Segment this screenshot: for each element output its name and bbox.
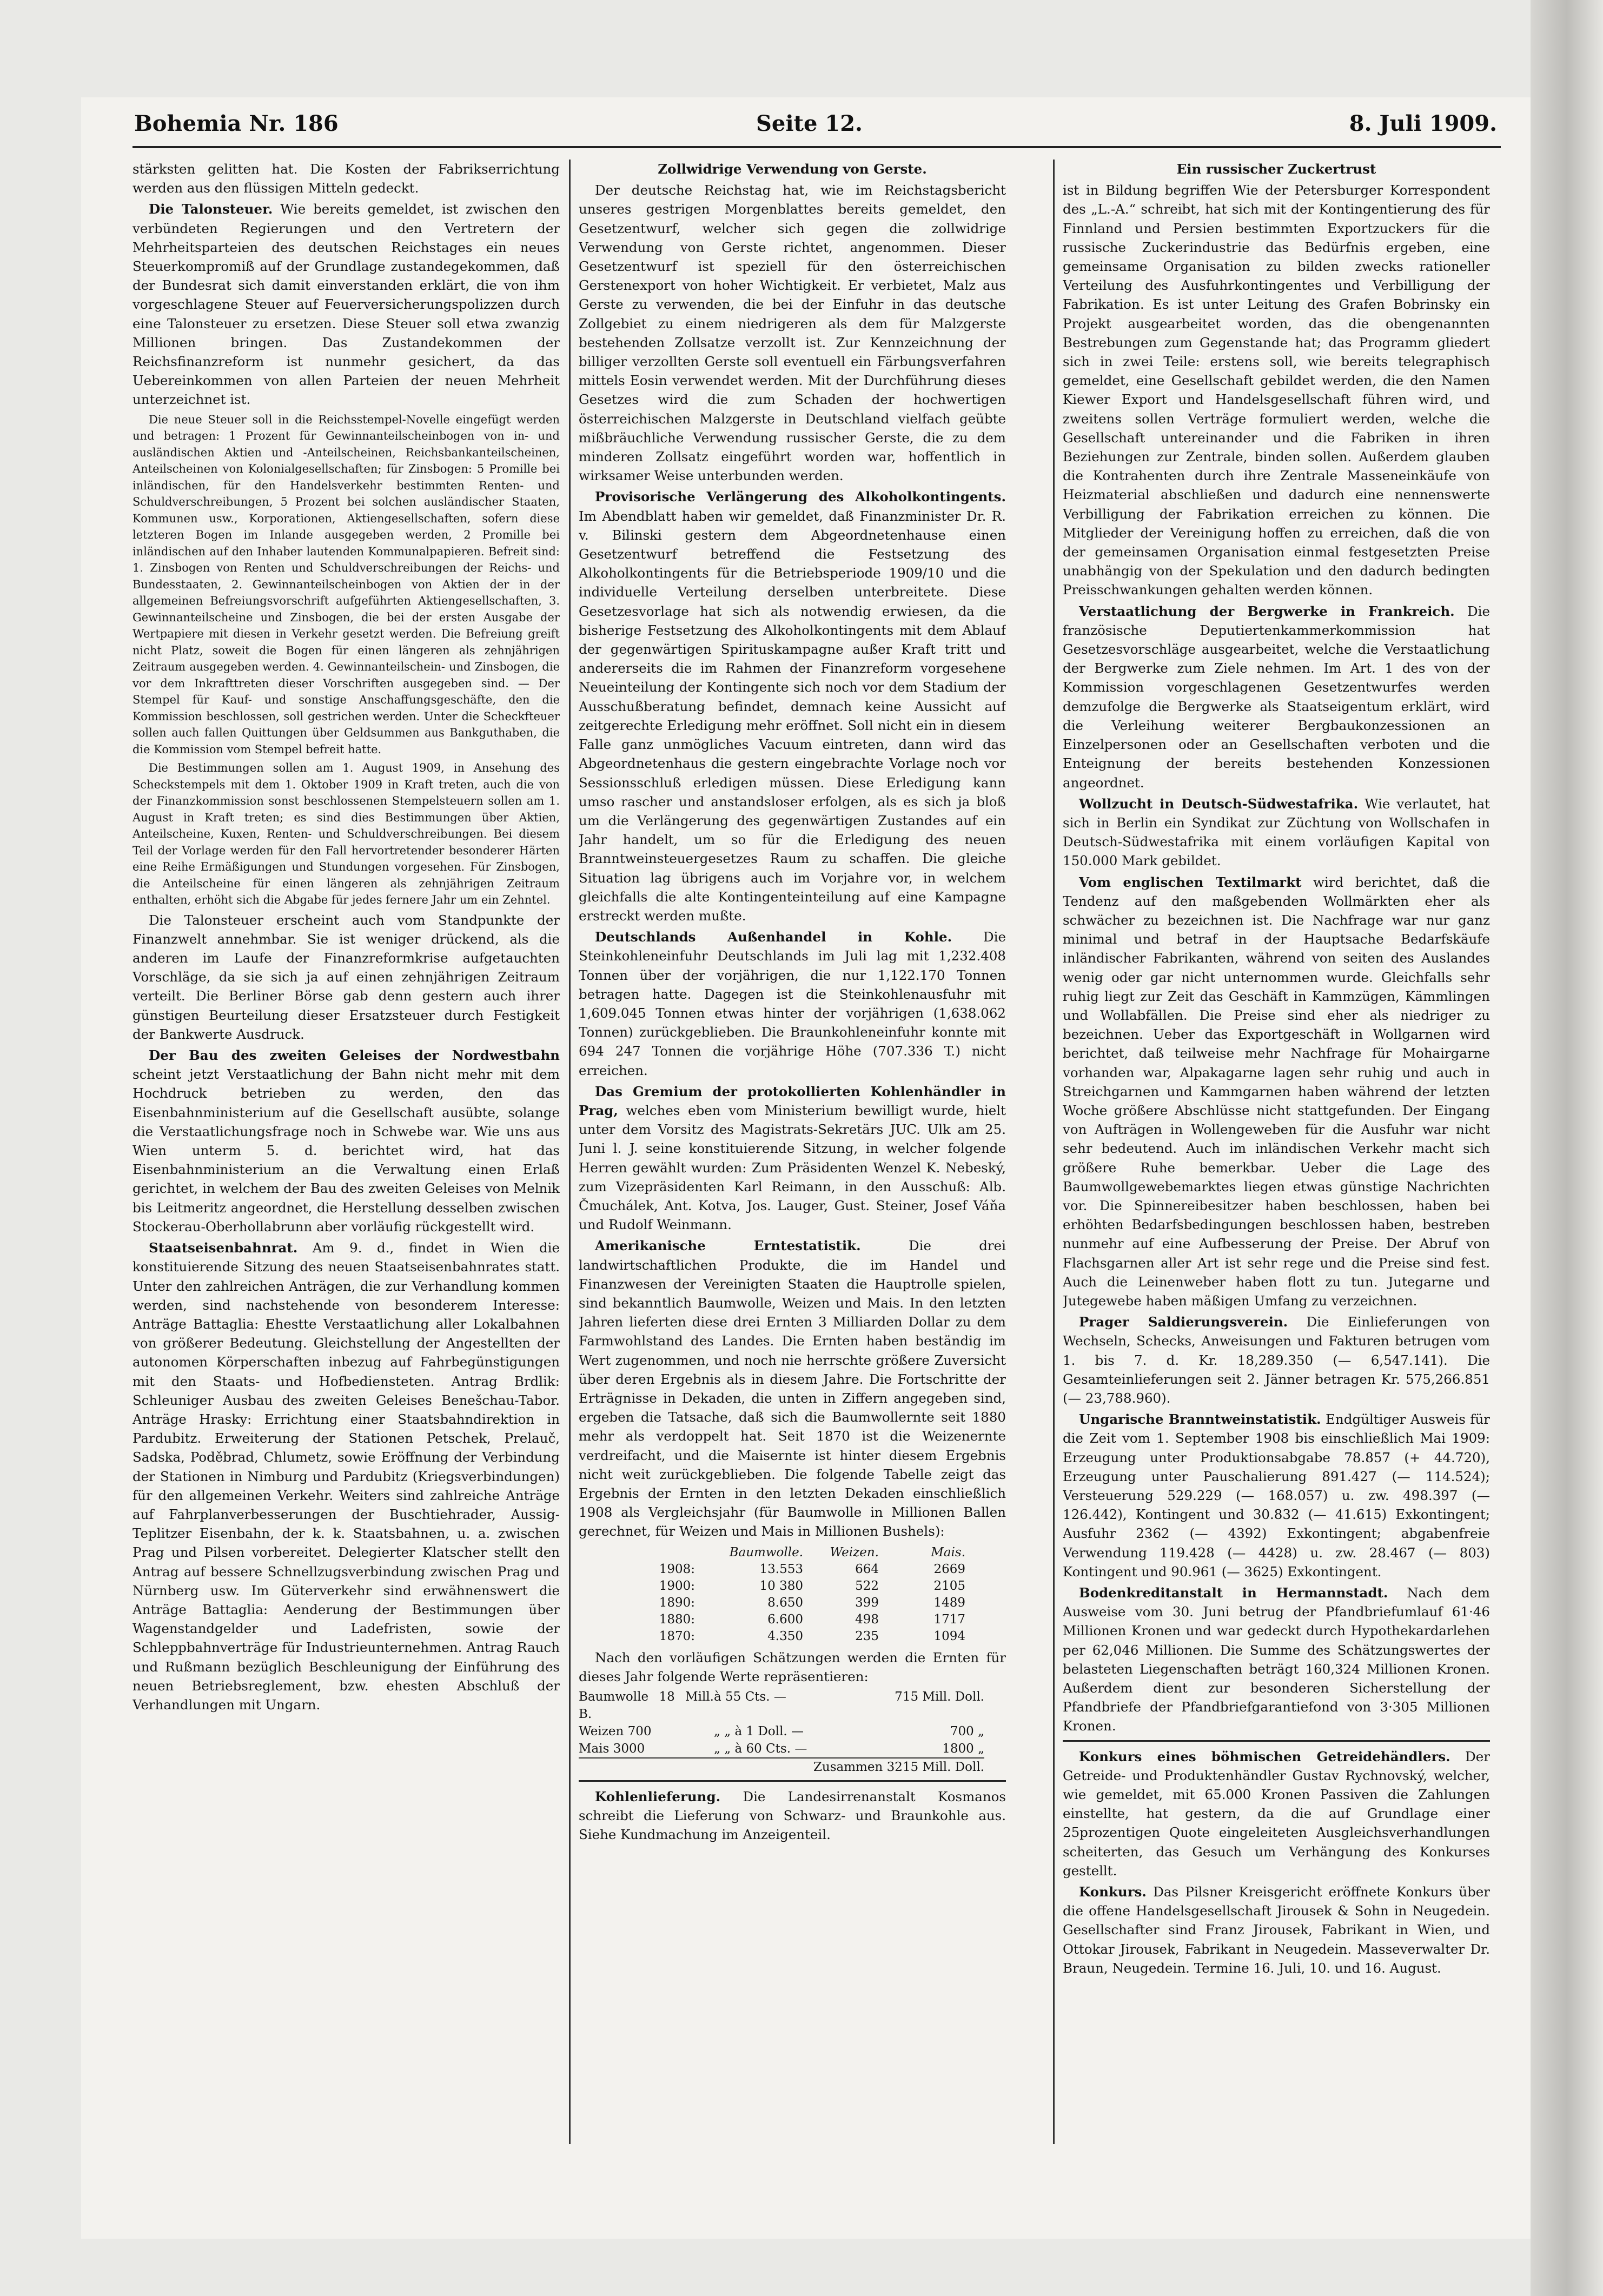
table-row — [608, 1561, 976, 1578]
article-body: Die Steinkohleneinfuhr Deutschlands im Juli lag mit 1,232.408 Tonnen über der vorjährigen, die nur 1,122.170 Tonnen betragen hatte. Dagegen ist die Steinkohlenausfuhr mit 1,609.045 Tonnen etwas hinter der vorjährigen (1,638.062 Tonnen) zurückgeblieben. Die Braunkohleneinfuhr konnte mit 694 247 Tonnen die vorjährige Höhe (707.336 T.) nicht erreichen. — [579, 929, 1006, 1078]
article-body: Wie verlautet, hat sich in Berlin ein Syndikat zur Züchtung von Wollschafen in Deutsch-Südwestafrika mit einem vorläufigen Kapital von 150.000 Mark gebildet. — [1063, 795, 1490, 869]
article-paragraph — [1063, 794, 1490, 871]
article-paragraph — [133, 200, 560, 409]
article-heading: Kohlenlieferung. — [595, 1789, 721, 1805]
harvest-table-header — [608, 1544, 976, 1561]
table-cell: 1094 — [933, 1629, 965, 1643]
table-header-cell: Mais. — [931, 1545, 965, 1560]
article-heading: Provisorische Verlängerung des Alkoholkontingents. — [595, 489, 1006, 505]
table-cell: 664 — [855, 1562, 879, 1576]
table-header-cell: Weizen. — [830, 1545, 879, 1560]
column-2 — [579, 160, 1006, 2160]
estimate-cell: „ „ à 60 Cts. — — [714, 1742, 807, 1756]
table-cell: 1900: — [659, 1578, 695, 1593]
article-paragraph — [579, 1787, 1006, 1844]
article-paragraph — [579, 487, 1006, 925]
section-rule — [579, 1780, 1006, 1782]
article-title: Ein russischer Zuckertrust — [1176, 161, 1376, 177]
article-paragraph: Der deutsche Reichstag hat, wie im Reichstagsbericht unseres gestrigen Morgenblattes bereits gemeldet, den Gesetzentwurf, welcher sich gegen die zollwidrige Verwendung von Gerste richtet, angenommen. Dieser Gesetzentwurf ist speziell für den österreichischen Gerstenexport von hoher Wichtigkeit. Er verbietet, Malz aus Gerste zu verwenden, die bei der Einfuhr in das deutsche Zollgebiet zu einem niedrigeren als dem für Malzgerste bestehenden Zollsatze verzollt ist. Zur Kennzeichnung der billiger verzollten Gerste soll eventuell ein Färbungsverfahren mittels Eosin verwendet werden. Mit der Durchführung dieses Gesetzes wird die zum Schaden der hochwertigen österreichischen Malzgerste in Deutschland vielfach geübte mißbräuchliche Verwendung russischer Gerste, die zu dem minderen Zollsatz eingeführt worden war, hoffentlich in wirksamer Weise unterbunden werden. — [579, 182, 1006, 484]
estimate-cell: Mais 3000 — [579, 1742, 645, 1756]
article-detail: Die Bestimmungen sollen am 1. August 1909, in Ansehung des Scheckstempels mit dem 1. Oktober 1909 in Kraft treten, auch die von der Finanzkommission sonst beschlossenen Stempelsteuern sollen am 1. August in Kraft treten; es sind dies Bestimmungen über Aktien, Anteilscheine, Kuxen, Renten- und Schuldverschreibungen. Bei diesem Teil der Vorlage werden für den Fall hervortretender besonderer Härten eine Reihe Ermäßigungen und Stundungen vorgesehen. Für Zinsbogen, die Anteilscheine für einen längeren als zehnjährigen Zeitraum enthalten, erhöht sich die Abgabe für jedes fernere Jahr um ein Zehntel. — [133, 761, 560, 907]
article-body: Das Pilsner Kreisgericht eröffnete Konkurs über die offene Handelsgesellschaft Jirousek & Sohn in Neugedein. Gesellschafter sind Franz Jirousek, Fabrikant in Wien, und Ottokar Jirousek, Fabrikant in Neugedein. Masseverwalter Dr. Braun, Neugedein. Termine 16. Juli, 10. und 16. August. — [1063, 1884, 1490, 1976]
table-cell: 399 — [855, 1595, 879, 1610]
page-binding-edge — [1531, 0, 1603, 2296]
column-2-notices — [579, 1787, 1006, 1844]
article-heading: Bodenkreditanstalt in Hermannstadt. — [1079, 1585, 1388, 1601]
article-body: Der Getreide- und Produktenhändler Gustav Rychnovský, welcher, wie gemeldet, mit 65.000 Kronen Passiven die Zahlungen einstellte, hat gestern, da die auf Grundlage einer 25prozentigen Quote eingeleiteten Ausgleichsverhandlungen scheiterten, das Gesuch um Verhängung des Konkurses gestellt. — [1063, 1748, 1490, 1879]
table-cell: 2105 — [933, 1578, 965, 1593]
table-cell: 2669 — [933, 1562, 965, 1576]
column-divider — [1053, 160, 1055, 2144]
article-paragraph — [579, 1236, 1006, 1541]
table-row — [608, 1595, 976, 1611]
table-row — [608, 1611, 976, 1628]
issue-date: 8. Juli 1909. — [1349, 111, 1497, 136]
table-cell: 13.553 — [759, 1562, 803, 1576]
article-body: Wie bereits gemeldet, ist zwischen den verbündeten Regierungen und den Vertretern der Mehrheitsparteien des deutschen Reichstages ein neues Steuerkompromiß auf der Grundlage zustandegekommen, daß der Bundesrat sich damit einverstanden erklärt, die von ihm vorgeschlagene Steuer auf Feuerversicherungspolizzen durch eine Talonsteuer zu ersetzen. Diese Steuer soll etwa zwanzig Millionen bringen. Das Zustandekommen der Reichsfinanzreform ist nunmehr gesichert, da das Uebereinkommen von allen Parteien der neuen Mehrheit unterzeichnet ist. — [133, 201, 560, 408]
table-cell: 4.350 — [767, 1629, 803, 1643]
column-2-continuation — [579, 1648, 1006, 1686]
table-cell: 8.650 — [767, 1595, 803, 1610]
article-paragraph: stärksten gelitten hat. Die Kosten der Fabrikserrichtung werden aus den flüssigen Mitteln gedeckt. — [133, 161, 560, 196]
article-heading: Konkurs eines böhmischen Getreidehändlers. — [1079, 1748, 1450, 1764]
column-3 — [1063, 160, 1490, 2160]
article-paragraph — [1063, 1583, 1490, 1736]
header-rule — [133, 146, 1501, 148]
article-heading: Deutschlands Außenhandel in Kohle. — [595, 929, 952, 945]
article-body: scheint jetzt Verstaatlichung der Bahn nicht mehr mit dem Hochdruck betrieben zu werden, den das Eisenbahnministerium auf die Gesellschaft ausübte, solange die Verstaatlichungsfrage noch in Schwebe war. Wie uns aus Wien unterm 5. d. berichtet wird, hat das Eisenbahnministerium an die Verwaltung einen Erlaß gerichtet, in welchem der Bau des zweiten Geleises von Melnik bis Leitmeritz angeordnet, die Herstellung desselben zwischen Stockerau-Oberhollabrunn aber vorläufig rückgestellt wird. — [133, 1066, 560, 1235]
table-cell: 1489 — [933, 1595, 965, 1610]
article-body: Endgültiger Ausweis für die Zeit vom 1. September 1908 bis einschließlich Mai 1909: Erzeugung unter Produktionsabgabe 78.857 (+ 44.720), Erzeugung unter Pauschalierung 891.427 (— 114.524); Versteuerung 529.229 (— 168.057) u. zw. 498.397 (— 126.442), Kontingent und 30.832 (— 41.615) Exkontingent; Ausfuhr 2362 (— 4392) Exkontingent; abgabenfreie Verwendung 119.428 (— 4428) u. zw. 28.467 (— 803) Kontingent und 90.961 (— 3625) Exkontingent. — [1063, 1411, 1490, 1580]
masthead-issue: Bohemia Nr. 186 — [134, 111, 339, 136]
article-title: Zollwidrige Verwendung von Gerste. — [658, 161, 927, 177]
table-cell: 1880: — [659, 1612, 695, 1627]
article-detail: Die neue Steuer soll in die Reichsstempel-Novelle eingefügt werden und betragen: 1 Prozent für Gewinnanteilscheinbogen von in- und ausländischen Aktien und -Anteilscheinen, Reichsbankanteilscheinen, Anteilscheinen von Kolonialgesellschaften; für Zinsbogen: 5 Promille bei inländischen, für den Handelsverkehr bestimmten Renten- und Schuldverschreibungen, 5 Prozent bei solchen ausländischer Staaten, Kommunen usw., Korporationen, Aktiengesellschaften, sofern diese letzteren Bogen im Inlande ausgegeben werden, 2 Promille bei inländischen auf den Inhaber lautenden Kommunalpapieren. Befreit sind: 1. Zinsbogen von Renten und Schuldverschreibungen der Reichs- und Bundesstaaten, 2. Gewinnanteilscheinbogen von Aktien der in der allgemeinen Befreiungsvorschrift aufgeführten Aktiengesellschaften, 3. Gewinnanteilscheine und Zinsbogen, die bei der ersten Ausgabe der Wertpapiere mit diesen in Verkehr gesetzt werden. Die Befreiung greift nicht Platz, soweit die Bogen für einen längeren als zehnjährigen Zeitraum ausgegeben werden. 4. Gewinnanteilschein- und Zinsbogen, die vor dem Inkrafttreten dieser Vorschriften ausgegeben sind. — Der Stempel für Kauf- und sonstige Anschaffungsgeschäfte, den die Kommission beschlossen, soll gestrichen werden. Unter die Scheckfteuer sollen auch fallen Quittungen über Geldsummen aus Bankguthaben, die die Kommission vom Stempel befreit hatte. — [133, 413, 560, 756]
article-body: Nach dem Ausweise vom 30. Juni betrug der Pfandbriefumlauf 61·46 Millionen Kronen und war gedeckt durch Hypothekardarlehen per 62,046 Millionen. Die Summe des Schätzungswertes der belasteten Liegenschaften beträgt 160,324 Millionen Kronen. Außerdem dient zur besonderen Sicherstellung der Pfandbriefe der Pfandbriefgarantiefond von 3·305 Millionen Kronen. — [1063, 1585, 1490, 1734]
article-body: Die Landesirrenanstalt Kosmanos schreibt die Lieferung von Schwarz- und Braunkohle aus. Siehe Kundmachung im Anzeigenteil. — [579, 1789, 1006, 1843]
table-cell: 1890: — [659, 1595, 695, 1610]
column-2-articles — [579, 160, 1006, 1541]
estimate-total: Zusammen 3215 Mill. Doll. — [579, 1757, 984, 1776]
estimate-cell: 700 „ — [950, 1724, 984, 1739]
article-paragraph: Die Talonsteuer erscheint auch vom Standpunkte der Finanzwelt annehmbar. Sie ist weniger drückend, als die anderen im Laufe der Finanzreformkrise aufgetauchten Vorschläge, da sie sich ja auf einen zehnjährigen Zeitraum verteilt. Die Berliner Börse gab denn gestern auch ihrer günstigen Beurteilung dieser Ersatzsteuer durch Festigkeit der Bankwerte Ausdruck. — [133, 912, 560, 1042]
article-heading: Verstaatlichung der Bergwerke in Frankreich. — [1079, 603, 1455, 619]
article-body: Die Einlieferungen von Wechseln, Schecks, Anweisungen und Fakturen betrugen vom 1. bis 7. d. Kr. 18,289.350 (— 6,547.141). Die Gesamteinlieferungen seit 2. Jänner betragen Kr. 575,266.851 (— 23,788.960). — [1063, 1314, 1490, 1406]
article-heading: Prager Saldierungsverein. — [1079, 1314, 1288, 1330]
harvest-estimate — [579, 1688, 1006, 1776]
column-3-articles — [1063, 160, 1490, 1736]
article-body: welches eben vom Ministerium bewilligt wurde, hielt unter dem Vorsitz des Magistrats-Sekretärs JUC. Ulk am 25. Juni l. J. seine konstituierende Sitzung, in welcher folgende Herren gewählt wurden: Zum Präsidenten Wenzel K. Nebeský, zum Vizepräsidenten Karl Reimann, in den Ausschuß: Alb. Čmuchálek, Ant. Kotva, Jos. Lauger, Gust. Steiner, Josef Váňa und Rudolf Weinmann. — [579, 1102, 1006, 1233]
table-cell: 1717 — [933, 1612, 965, 1627]
article-paragraph — [133, 1046, 560, 1236]
article-heading: Vom englischen Textilmarkt — [1079, 874, 1302, 890]
article-body: Am 9. d., findet in Wien die konstituierende Sitzung des neuen Staatseisenbahnrates statt. Unter den zahlreichen Anträgen, die zur Verhandlung kommen werden, sind nachstehende von besonderem Interesse: Anträge Battaglia: Ehestte Verstaatlichung aller Lokalbahnen von größerer Bedeutung. Gleichstellung der Angestellten der autonomen Körperschaften inbezug auf Fahrbegünstigungen mit den Staats- und Hofbediensteten. Antrag Brdlik: Schleuniger Ausbau des zweiten Geleises Benešchau-Tabor. Anträge Hrasky: Errichtung einer Staatsbahndirektion in Pardubitz. Erweiterung der Stationen Petschek, Prelauč, Sadska, Poděbrad, Chlumetz, sowie Eröffnung der Verbindung der Stationen in Nimburg und Pardubitz (Kriegsverbindungen) für den allgemeinen Verkehr. Weiters sind zahlreiche Anträge auf Fahrplanverbesserungen der Buschtiehrader, Aussig-Teplitzer Eisenbahn, der k. k. Staatsbahnen, u. a. zwischen Prag und Pilsen vorbereitet. Delegierter Klatscher stellt den Antrag auf bessere Schnellzugsverbindung zwischen Prag und Nürnberg usw. Im Güterverkehr sind erwähnenswert die Anträge Battaglia: Aenderung der Bestimmungen über Wagenstandgelder und Ladefristen, sowie der Schleppbahnverträge für Industrieunternehmen. Antrag Rauch und Rußmann bezüglich Beschleunigung der Einführung des neuen Betriebsreglement, bzw. ehesten Abschluß der Verhandlungen mit Ungarn. — [133, 1240, 560, 1713]
article-paragraph — [1063, 1747, 1490, 1880]
estimate-cell: „ „ à 1 Doll. — — [714, 1724, 804, 1739]
article-body: wird berichtet, daß die Tendenz auf den maßgebenden Wollmärkten eher als schwächer zu bezeichnen ist. Die Nachfrage war nur ganz minimal und betraf in der Hauptsache Bedarfskäufe inländischer Fabrikanten, während von seiten des Auslandes wenig oder gar nicht unternommen wurde. Gleichfalls sehr ruhig liegt zur Zeit das Geschäft in Kammzügen, Kämmlingen und Wollabfällen. Die Preise sind eher als niedriger zu bezeichnen. Ueber das Exportgeschäft in Wollgarnen wird berichtet, daß teilweise mehr Nachfrage für Mohairgarne vorhanden war, Alpakagarne lagen sehr ruhig und auch in Streichgarnen und Kammgarnen haben während der letzten Woche größere Abschlüsse nicht stattgefunden. Der Eingang von Aufträgen in Wollengeweben für die Ausfuhr war nicht sehr bedeutend. Auch im inländischen Verkehr macht sich größere Ruhe bemerkbar. Ueber die Lage des Baumwollgewebemarktes liegen etwas günstige Nachrichten vor. Die Spinnereibesitzer haben beschlossen, haben bei erhöhten Bedarfsbedingungen beschlossen haben, bestreben nunmehr auf eine Aufbesserung der Preise. Der Abruf von Flachsgarnen aller Art ist sehr rege und die Preise sind fest. Auch die Leinenweber haben flott zu tun. Jutegarne und Jutegewebe haben mäßigen Umfang zu verzeichnen. — [1063, 874, 1490, 1309]
article-paragraph — [1063, 1312, 1490, 1408]
page-header — [134, 111, 1497, 149]
article-paragraph: Nach den vorläufigen Schätzungen werden die Ernten für dieses Jahr folgende Werte repräsentieren: — [579, 1649, 1006, 1684]
estimate-row — [579, 1740, 1006, 1757]
article-heading: Ungarische Branntweinstatistik. — [1079, 1411, 1321, 1428]
article-paragraph — [133, 1238, 560, 1714]
column-1 — [133, 160, 560, 2160]
table-row — [608, 1628, 976, 1645]
article-paragraph — [1063, 1882, 1490, 1978]
article-heading: Amerikanische Erntestatistik. — [595, 1238, 861, 1254]
harvest-table — [608, 1544, 976, 1645]
article-body: Die drei landwirtschaftlichen Produkte, die im Handel und Finanzwesen der Vereinigten Staaten die Hauptrolle spielen, sind bekanntlich Baumwolle, Weizen und Mais. In den letzten Jahren lieferten diese drei Ernten 3 Milliarden Dollar zu dem Farmwohlstand des Landes. Die Ernten haben beständig im Wert zugenommen, und noch nie herrschte größere Zuversicht über deren Ergebnis als in diesem Jahre. Die Fortschritte der Erträgnisse in Dekaden, die unten in Ziffern angegeben sind, ergeben die Tatsache, daß sich die Baumwollernte seit 1880 mehr als verdoppelt hat. Seit 1870 ist die Weizenernte verdreifacht, und die Maisernte ist hinter diesem Ergebnis nicht weit zurückgeblieben. Die folgende Tabelle zeigt das Ergebnis der Ernten in den letzten Dekaden einschließlich 1908 als Vergleichsjahr (für Baumwolle in Millionen Ballen gerechnet, für Weizen und Mais in Millionen Bushels): — [579, 1238, 1006, 1539]
article-body: Die französische Deputiertenkammerkommission hat Gesetzesvorschläge ausgearbeitet, welche die Verstaatlichung der Bergwerke zum Ziele nehmen. Im Art. 1 des von der Kommission vorgeschlagenen Gesetzentwurfes werden demzufolge die Bergwerke als Staatseigentum erklärt, wird die Verleihung weiterer Bergbaukonzessionen an Einzelpersonen oder an Gesellschaften verboten und die Enteignung der bereits bestehenden Konzessionen angeordnet. — [1063, 603, 1490, 791]
table-cell: 1908: — [659, 1562, 695, 1576]
article-paragraph — [579, 927, 1006, 1080]
estimate-cell: Baumwolle 18 Mill. B. — [579, 1690, 714, 1722]
section-rule — [1063, 1740, 1490, 1742]
article-paragraph — [1063, 873, 1490, 1311]
article-heading: Die Talonsteuer. — [149, 201, 273, 217]
article-heading: Der Bau des zweiten Geleises der Nordwestbahn — [149, 1047, 560, 1064]
article-paragraph: ist in Bildung begriffen Wie der Petersburger Korrespondent des „L.-A.“ schreibt, hat sich mit der Kontingentierung des für Finnland und Persien bestimmten Exportzuckers für die russische Zuckerindustrie das Bedürfnis ergeben, eine gemeinsame Organisation zu bilden zwecks rationeller Verteilung des Ausfuhrkontingentes und Verbilligung der Fabrikation. Es ist unter Leitung des Grafen Bobrinsky ein Projekt ausgearbeitet worden, das die obengenannten Bestrebungen zum Gegenstande hat; das Programm gliedert sich in zwei Teile: erstens soll, wie bereits telegraphisch gemeldet, eine Gesellschaft gebildet werden, die den Namen Kiewer Export und Handelsgesellschaft führen wird, und zweitens sollen Verträge formuliert werden, welche die Gesellschaft untereinander und die Fabriken in ihren Beziehungen zur Zentrale, binden sollen. Außerdem glauben die Kontrahenten durch ihre Zentrale Masseneinkäufe von Heizmaterial abschließen und dadurch eine nennenswerte Verbilligung der Fabrikation erreichen zu können. Die Mitglieder der Vereinigung hoffen zu erreichen, daß die von der gemeinsamen Organisation einmal festgesetzten Preise unabhängig von der Spekulation und den dadurch bedingten Preisschwankungen gehalten werden können. — [1063, 182, 1490, 598]
table-cell: 1870: — [659, 1629, 695, 1643]
table-cell: 10 380 — [759, 1578, 803, 1593]
table-cell: 6.600 — [767, 1612, 803, 1627]
estimate-cell: à 55 Cts. — — [714, 1690, 786, 1704]
estimate-row — [579, 1688, 1006, 1723]
table-cell: 522 — [855, 1578, 879, 1593]
article-paragraph — [579, 1082, 1006, 1235]
article-heading: Das Gremium der protokollierten Kohlenhändler in Prag, — [579, 1083, 1006, 1118]
estimate-cell: Weizen 700 — [579, 1724, 652, 1739]
article-heading: Konkurs. — [1079, 1884, 1147, 1900]
table-cell: 235 — [855, 1629, 879, 1643]
estimate-row — [579, 1723, 1006, 1740]
estimate-cell: 1800 „ — [942, 1742, 984, 1756]
table-header-cell: Baumwolle. — [729, 1545, 803, 1560]
article-paragraph — [1063, 602, 1490, 792]
page-number: Seite 12. — [756, 111, 863, 136]
table-cell: 498 — [855, 1612, 879, 1627]
article-paragraph — [1063, 1410, 1490, 1581]
column-3-notices — [1063, 1747, 1490, 1978]
column-divider — [569, 160, 571, 2144]
article-heading: Staatseisenbahnrat. — [149, 1240, 298, 1256]
table-row — [608, 1578, 976, 1595]
article-heading: Wollzucht in Deutsch-Südwestafrika. — [1079, 795, 1359, 812]
estimate-cell: 715 Mill. Doll. — [895, 1690, 984, 1704]
table-header-cell — [608, 1544, 695, 1561]
article-body: Im Abendblatt haben wir gemeldet, daß Finanzminister Dr. R. v. Bilinski gestern dem Abgeordnetenhause einen Gesetzentwurf betreffend die Festsetzung des Alkoholkontingents für die Betriebsperiode 1909/10 und die individuelle Verteilung derselben unterbreitete. Diese Gesetzesvorlage hat sich als notwendig erwiesen, da die bisherige Festsetzung des Alkoholkontingents mit dem Ablauf der gegenwärtigen Spirituskampagne außer Kraft tritt und andererseits die im Rahmen der Finanzreform vorgesehene Neueinteilung der Kontingente sich noch vor dem Stadium der Ausschußberatung befindet, demnach keine Aussicht auf zeitgerechte Erledigung mehr eröffnet. Soll nicht ein in diesem Falle ganz unmögliches Vacuum eintreten, dann wird das Abgeordnetenhaus die gestern eingebrachte Vorlage noch vor Sessionsschluß erledigen müssen. Diese Erledigung kann umso rascher und anstandsloser erfolgen, als es sich ja bloß um die Verlängerung des gegenwärtigen Zustandes auf ein Jahr handelt, um so für die Erledigung des neuen Branntweinsteuergesetzes Raum zu schaffen. Die gleiche Situation lag übrigens auch im Vorjahre vor, in welchem gleichfalls die alte Kontingenteinteilung auf eine Kampagne erstreckt werden mußte. — [579, 508, 1006, 924]
